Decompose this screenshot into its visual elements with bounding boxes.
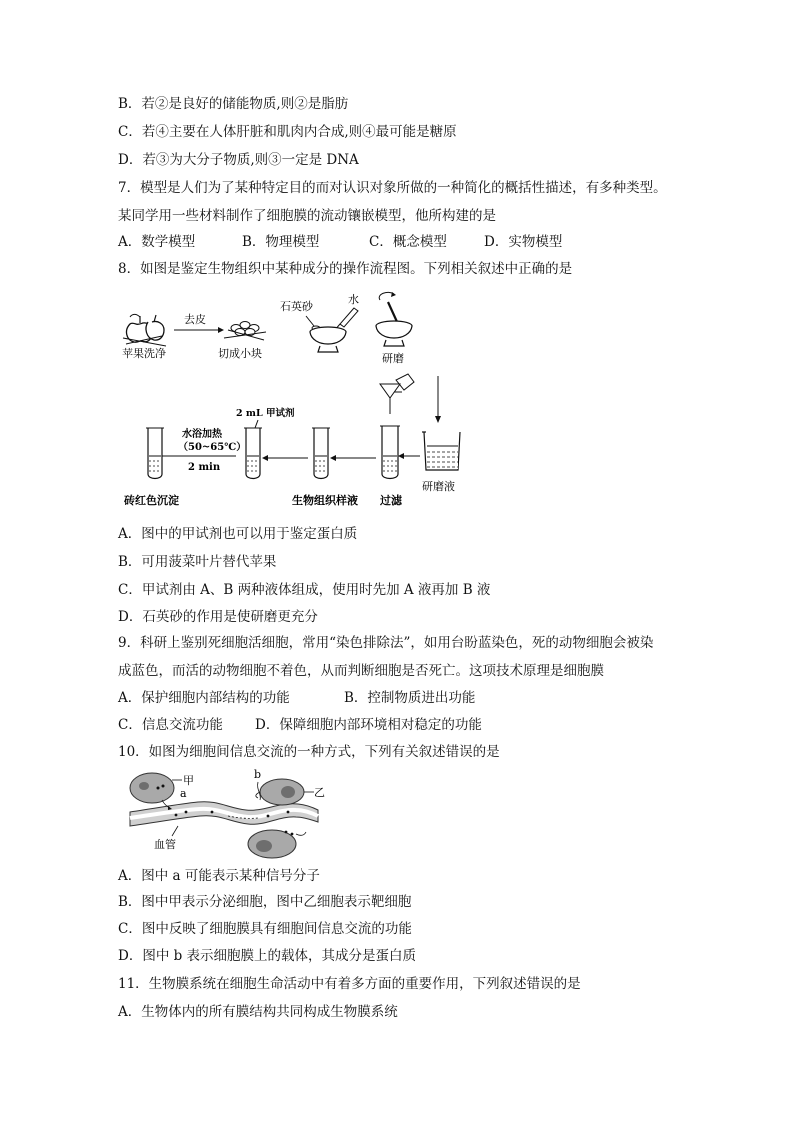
q6-option-c: C．若④主要在人体肝脏和肌肉内合成,则④最可能是糖原 [118,124,457,140]
bath-label-1: 水浴加热 [182,429,222,440]
q11-option-a: A．生物体内的所有膜结构共同构成生物膜系统 [118,1004,398,1020]
quartz-sand-label: 石英砂 [280,300,313,313]
b-label: b [254,768,262,781]
yi-label: 乙 [314,786,325,799]
q10-option-c: C．图中反映了细胞膜具有细胞间信息交流的功能 [118,921,412,937]
peel-label: 去皮 [184,313,206,326]
q7-stem-line1: 7．模型是人们为了某种特定目的而对认识对象所做的一种简化的概括性描述，有多种类型。 [118,180,667,196]
filter-funnel-icon [380,374,414,479]
a-label: a [180,787,187,800]
cell-yi-icon [256,779,304,805]
q9-option-d: D．保障细胞内部环境相对稳定的功能 [255,717,482,733]
q8-option-d: D．石英砂的作用是使研磨更充分 [118,609,318,625]
q7-option-d: D．实物模型 [484,234,563,250]
q10-option-d: D．图中 b 表示细胞膜上的载体，其成分是蛋白质 [118,948,417,964]
cell-jia-icon [130,773,174,810]
precipitate-label: 砖红色沉淀 [124,494,179,507]
q8-option-c: C．甲试剂由 A、B 两种液体组成，使用时先加 A 液再加 B 液 [118,582,491,598]
q6-option-d: D．若③为大分子物质,则③一定是 DNA [118,152,359,168]
reagent-label: 2 mL 甲试剂 [236,408,295,419]
target-cell-lower-icon [248,830,306,858]
q9-option-b: B．控制物质进出功能 [344,690,476,706]
q9-stem-line2: 成蓝色，而活的动物细胞不着色，从而判断细胞是否死亡。这项技术原理是细胞膜 [118,663,604,679]
grind-label: 研磨 [382,352,404,365]
filter-label: 过滤 [380,494,402,507]
jia-label: 甲 [183,774,194,787]
sample-tube-icon [312,428,330,479]
q10-option-a: A．图中 a 可能表示某种信号分子 [118,868,320,884]
q7-option-a: A．数学模型 [118,234,196,250]
mortar-icon [310,327,346,352]
q10-stem: 10．如图为细胞间信息交流的一种方式，下列有关叙述错误的是 [118,744,500,760]
q9-stem-line1: 9．科研上鉴别死细胞活细胞，常用“染色排除法”，如用台盼蓝染色，死的动物细胞会被染 [118,635,654,651]
reagent-tube-icon [244,428,262,479]
vessel-label: 血管 [154,838,176,851]
q10-option-b: B．图中甲表示分泌细胞，图中乙细胞表示靶细胞 [118,894,412,910]
apple-label: 苹果洗净 [122,347,166,360]
q8-option-a: A．图中的甲试剂也可以用于鉴定蛋白质 [118,526,358,542]
q7-stem-line2: 某同学用一些材料制作了细胞膜的流动镶嵌模型，他所构建的是 [118,208,496,224]
grinding-liquid-label: 研磨液 [422,480,455,493]
q8-option-b: B．可用菠菜叶片替代苹果 [118,554,277,570]
cut-label: 切成小块 [218,347,262,360]
q8-flowchart-figure [118,286,498,516]
apple-icon [123,314,166,346]
q9-option-a: A．保护细胞内部结构的功能 [118,690,290,706]
blood-vessel-icon [130,802,318,826]
bath-label-3: 2 min [188,462,221,473]
sample-label: 生物组织样液 [292,494,358,507]
q8-stem: 8．如图是鉴定生物组织中某种成分的操作流程图。下列相关叙述中正确的是 [118,261,573,277]
bath-label-2: （50~65℃） [178,442,247,453]
q6-option-b: B．若②是良好的储能物质,则②是脂肪 [118,96,349,112]
grinding-mortar-icon [376,292,412,346]
apple-pieces-icon [224,322,266,341]
water-label: 水 [348,293,359,306]
q9-option-c: C．信息交流功能 [118,717,223,733]
q11-stem: 11．生物膜系统在细胞生命活动中有着多方面的重要作用，下列叙述错误的是 [118,976,581,992]
beaker-icon [422,432,460,470]
q10-cell-signal-figure [128,766,338,866]
q7-option-c: C．概念模型 [369,234,447,250]
q7-option-b: B．物理模型 [242,234,320,250]
precipitate-tube-icon [146,428,164,479]
